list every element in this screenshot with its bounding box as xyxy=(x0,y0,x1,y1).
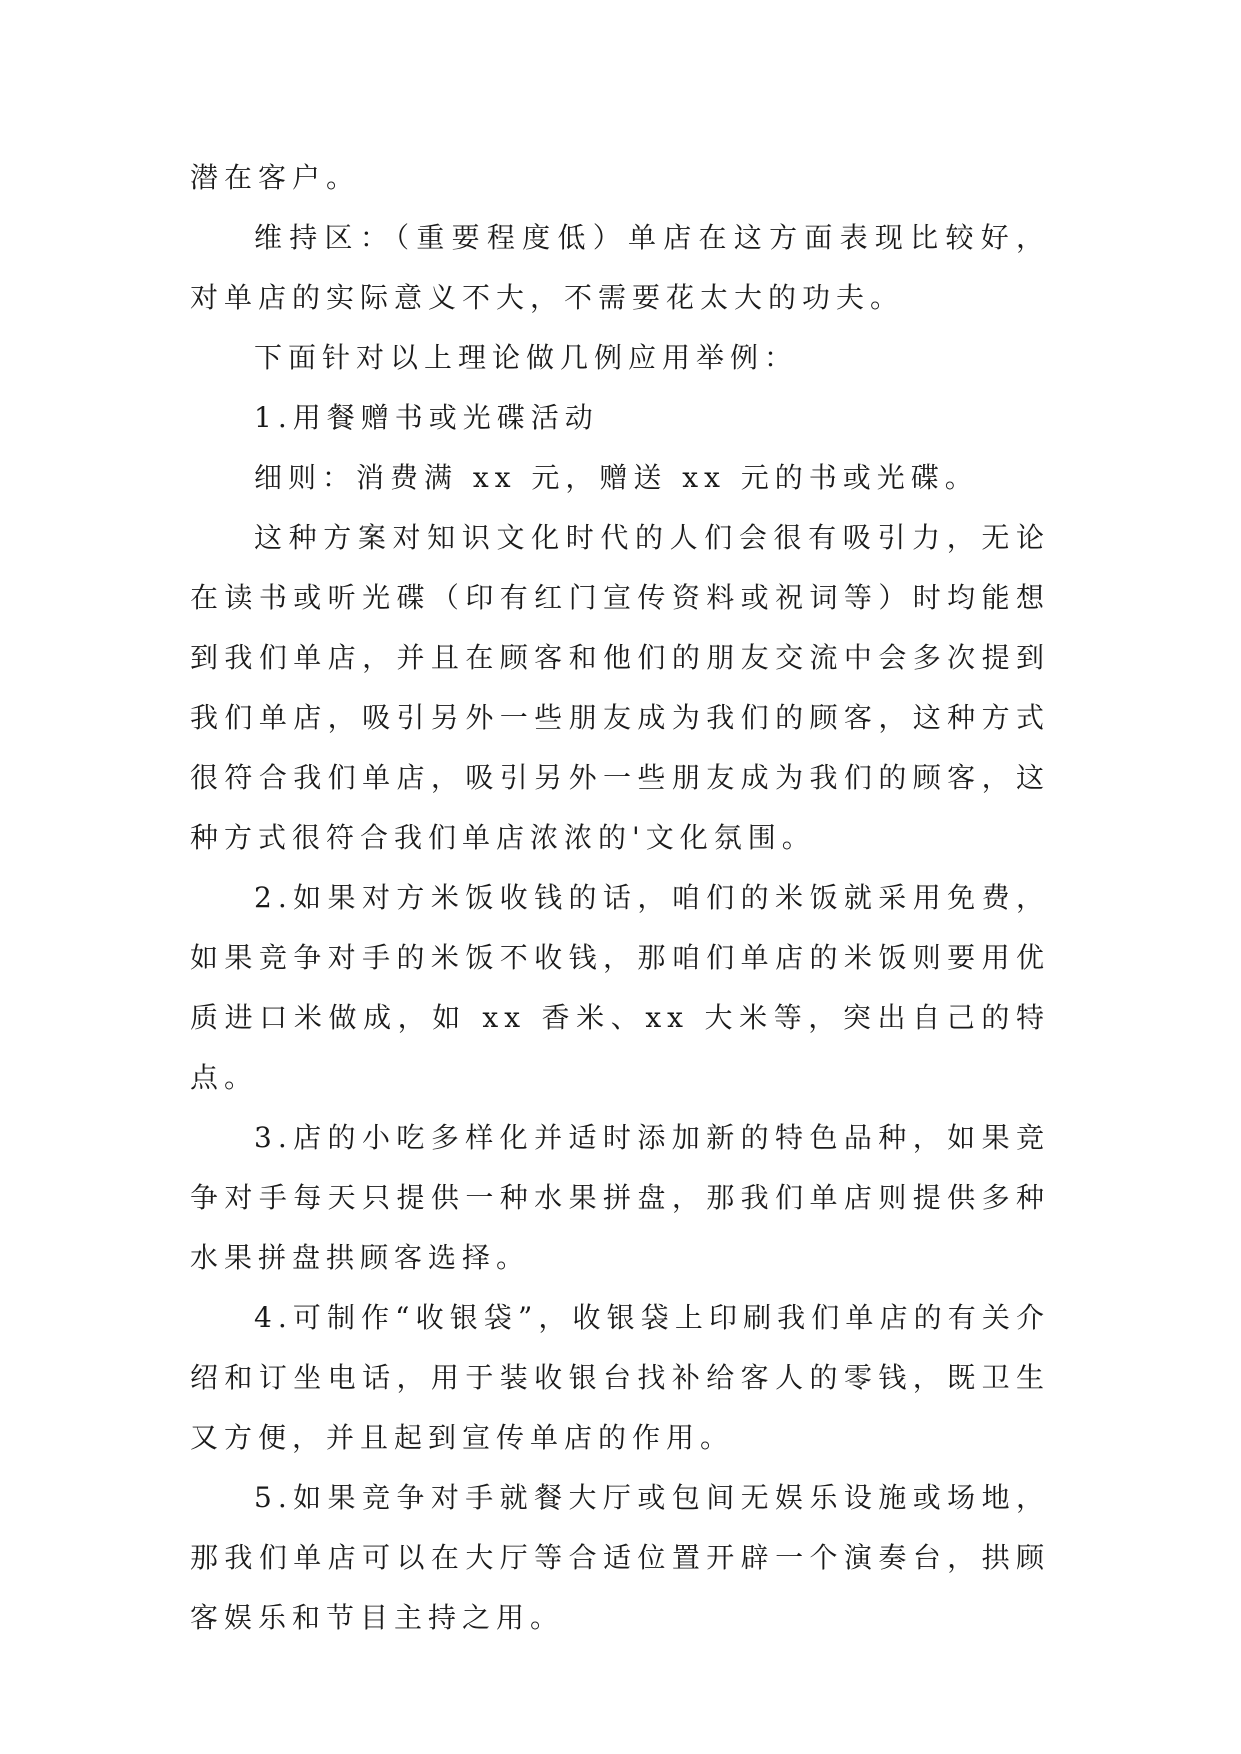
paragraph-item-2: 2.如果对方米饭收钱的话，咱们的米饭就采用免费，如果竞争对手的米饭不收钱，那咱们单店的米饭则要用优质进口米做成，如 xx 香米、xx 大米等，突出自己的特点。 xyxy=(190,881,1050,1094)
paragraph-item-1-rules: 细则：消费满 xx 元，赠送 xx 元的书或光碟。 xyxy=(254,461,979,494)
paragraph-item-1-explanation: 这种方案对知识文化时代的人们会很有吸引力，无论在读书或听光碟（印有红门宣传资料或祝词等）时均能想到我们单店，并且在顾客和他们的朋友交流中会多次提到我们单店，吸引另外一些朋友成为我们的顾客，这种方式很符合我们单店，吸引另外一些朋友成为我们的顾客，这种方式很符合我们单店浓浓的'文化氛围。 xyxy=(190,521,1050,854)
paragraph-item-3: 3.店的小吃多样化并适时添加新的特色品种，如果竞争对手每天只提供一种水果拼盘，那我们单店则提供多种水果拼盘拱顾客选择。 xyxy=(190,1121,1050,1274)
paragraph-examples-intro: 下面针对以上理论做几例应用举例： xyxy=(254,341,799,374)
paragraph-item-1-heading: 1.用餐赠书或光碟活动 xyxy=(254,401,599,434)
paragraph-item-5: 5.如果竞争对手就餐大厅或包间无娱乐设施或场地，那我们单店可以在大厅等合适位置开辟一个演奏台，拱顾客娱乐和节目主持之用。 xyxy=(190,1481,1050,1634)
paragraph-maintenance-zone: 维持区：（重要程度低）单店在这方面表现比较好，对单店的实际意义不大，不需要花太大的功夫。 xyxy=(190,221,1050,314)
document-body xyxy=(190,148,1050,1648)
paragraph-continuation: 潜在客户。 xyxy=(190,161,361,194)
paragraph-item-4: 4.可制作“收银袋”，收银袋上印刷我们单店的有关介绍和订坐电话，用于装收银台找补给客人的零钱，既卫生又方便，并且起到宣传单店的作用。 xyxy=(190,1301,1050,1454)
